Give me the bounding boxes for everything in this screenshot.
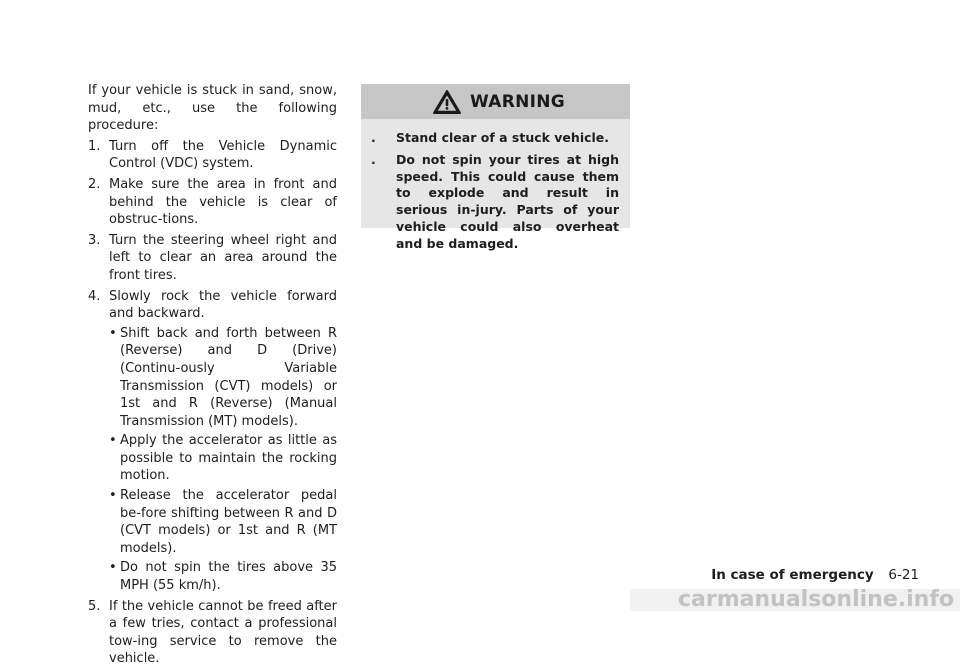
bullet-glyph: •: [109, 325, 117, 341]
step-4-sub-list: [109, 325, 337, 595]
step-2: [88, 176, 337, 229]
bullet-glyph: •: [109, 488, 117, 504]
procedure-steps: [88, 138, 337, 668]
warning-title: WARNING: [469, 91, 566, 112]
sub-bullet-item: [109, 325, 337, 431]
step-number: 3.: [88, 232, 101, 248]
bullet-glyph: •: [109, 560, 117, 576]
footer-section-title: In case of emergency: [711, 567, 874, 583]
warning-box: [361, 84, 630, 251]
warning-bullet: .: [371, 130, 376, 145]
step-text: Turn the steering wheel right and left to clear an area around the front tires.: [109, 232, 337, 283]
footer-page-number: 6-21: [888, 567, 919, 583]
warning-header: [361, 84, 630, 119]
sub-bullet-item: [109, 487, 337, 557]
procedure-column: [88, 82, 337, 671]
step-5: [88, 598, 337, 668]
warning-item-text: Do not spin your tires at high speed. This could cause them to explode and result in serious in-jury. Parts of your vehicle could also overheat and be damaged.: [396, 151, 619, 251]
step-number: 2.: [88, 176, 101, 192]
warning-item: [371, 152, 619, 253]
warning-bullet: .: [371, 151, 376, 167]
intro-paragraph: If your vehicle is stuck in sand, snow, mud, etc., use the following procedure:: [88, 83, 337, 134]
warning-item-text: Stand clear of a stuck vehicle.: [396, 130, 610, 145]
step-number: 5.: [88, 598, 101, 614]
step-text: Slowly rock the vehicle forward and backward.: [109, 288, 337, 322]
step-number: 1.: [88, 138, 101, 154]
page-footer: [711, 567, 919, 583]
step-text: If the vehicle cannot be freed after a few tries, contact a professional tow-ing service to remove the vehicle.: [109, 598, 337, 667]
bullet-glyph: •: [109, 433, 117, 449]
step-number: 4.: [88, 288, 101, 304]
step-text: Turn off the Vehicle Dynamic Control (VDC) system.: [109, 138, 337, 172]
sub-bullet-text: Shift back and forth between R (Reverse) and D (Drive) (Continu-ously Variable Transmission (CVT) models) or 1st and R (Reverse) (Manual Transmission (MT) models).: [120, 325, 337, 429]
sub-bullet-text: Do not spin the tires above 35 MPH (55 km/h).: [120, 560, 337, 594]
step-4: [88, 288, 337, 595]
sub-bullet-item: [109, 432, 337, 485]
warning-triangle-icon: [432, 89, 462, 115]
step-text: Make sure the area in front and behind the vehicle is clear of obstruc-tions.: [109, 176, 337, 228]
sub-bullet-text: Release the accelerator pedal be-fore shifting between R and D (CVT models) or 1st and R (MT models).: [120, 488, 337, 556]
warning-list: [371, 130, 619, 258]
sub-bullet-item: [109, 559, 337, 594]
warning-item: [371, 130, 619, 147]
sub-bullet-text: Apply the accelerator as little as possible to maintain the rocking motion.: [120, 433, 337, 484]
watermark: carmanualsonline.info: [630, 589, 960, 611]
step-3: [88, 232, 337, 285]
step-1: [88, 138, 337, 173]
